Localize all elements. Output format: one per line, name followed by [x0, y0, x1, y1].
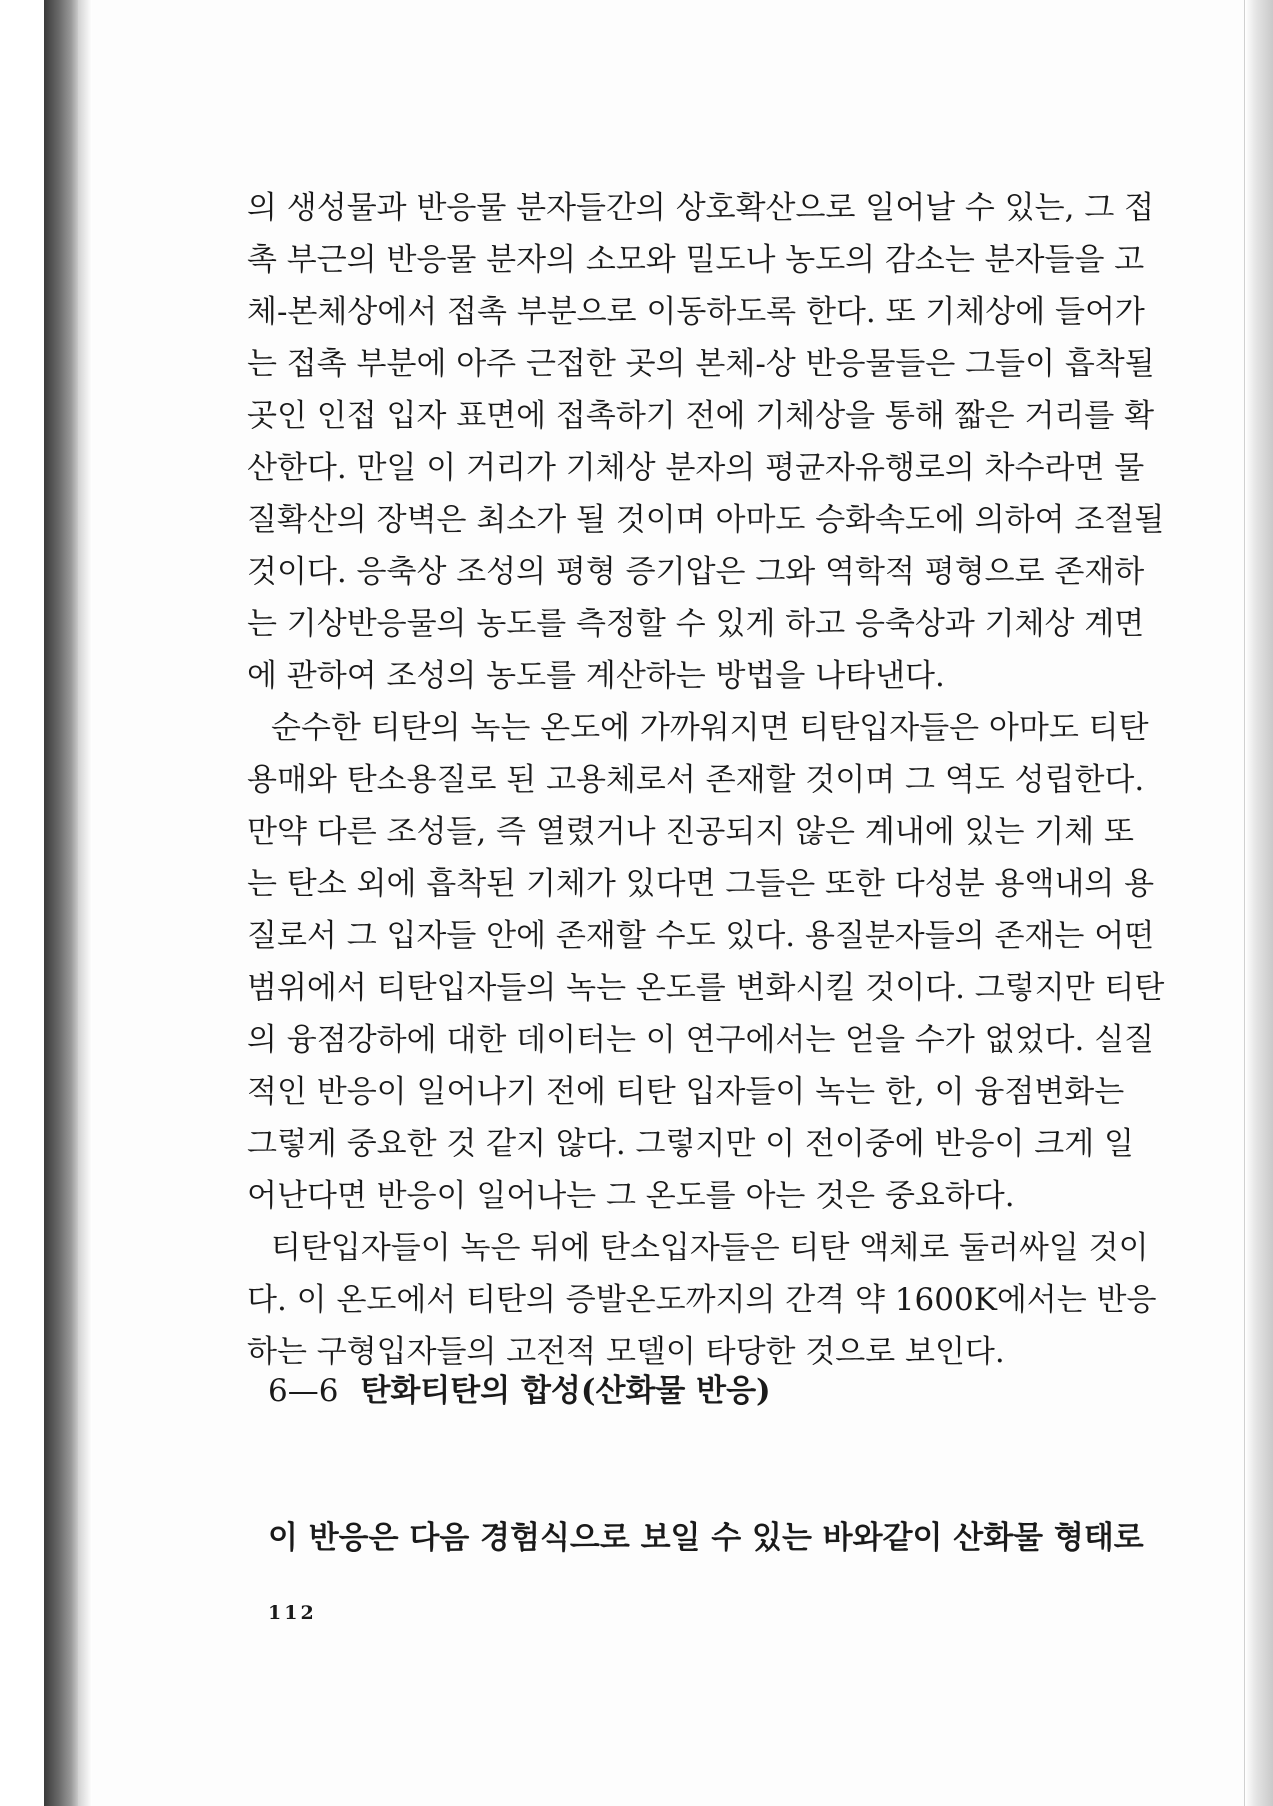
book-spine — [44, 0, 78, 1806]
text-line: 의 융점강하에 대한 데이터는 이 연구에서는 얻을 수가 없었다. 실질 — [247, 1022, 1155, 1058]
paragraph-2 — [247, 702, 1165, 1222]
text-line: 는 탄소 외에 흡착된 기체가 있다면 그들은 또한 다성분 용액내의 용 — [247, 866, 1155, 902]
text-line: 질로서 그 입자들 안에 존재할 수도 있다. 용질분자들의 존재는 어떤 — [247, 918, 1155, 954]
paragraph-3 — [247, 1222, 1157, 1378]
page-number: 112 — [268, 1602, 317, 1624]
text-line: 어난다면 반응이 일어나는 그 온도를 아는 것은 중요하다. — [247, 1178, 1015, 1214]
section-title: 탄화티탄의 합성(산화물 반응) — [360, 1373, 771, 1409]
text-line: 의 생성물과 반응물 분자들간의 상호확산으로 일어날 수 있는, 그 접 — [247, 190, 1155, 226]
text-line: 만약 다른 조성들, 즉 열렸거나 진공되지 않은 계내에 있는 기체 또 — [247, 814, 1134, 850]
text-line: 것이다. 응축상 조성의 평형 증기압은 그와 역학적 평형으로 존재하 — [247, 554, 1145, 590]
text-line: 산한다. 만일 이 거리가 기체상 분자의 평균자유행로의 차수라면 물 — [247, 450, 1145, 486]
text-line: 는 접촉 부분에 아주 근접한 곳의 본체-상 반응물들은 그들이 흡착될 — [247, 346, 1155, 382]
text-line: 질확산의 장벽은 최소가 될 것이며 아마도 승화속도에 의하여 조절될 — [247, 502, 1165, 538]
text-line: 에 관하여 조성의 농도를 계산하는 방법을 나타낸다. — [247, 658, 945, 694]
text-line: 다. 이 온도에서 티탄의 증발온도까지의 간격 약 1600K에서는 반응 — [247, 1282, 1157, 1318]
section-intro-line: 이 반응은 다음 경험식으로 보일 수 있는 바와같이 산화물 형태로 — [268, 1520, 1144, 1556]
text-line: 체-본체상에서 접촉 부분으로 이동하도록 한다. 또 기체상에 들어가 — [247, 294, 1145, 330]
text-line: 촉 부근의 반응물 분자의 소모와 밀도나 농도의 감소는 분자들을 고 — [247, 242, 1145, 278]
spine-shadow — [78, 0, 92, 1806]
text-line: 적인 반응이 일어나기 전에 티탄 입자들이 녹는 한, 이 융점변화는 — [247, 1074, 1125, 1110]
text-line: 는 기상반응물의 농도를 측정할 수 있게 하고 응축상과 기체상 계면 — [247, 606, 1145, 642]
paragraph-1 — [247, 182, 1165, 702]
text-line: 용매와 탄소용질로 된 고용체로서 존재할 것이며 그 역도 성립한다. — [247, 762, 1145, 798]
section-heading — [268, 1365, 771, 1410]
text-line: 곳인 인접 입자 표면에 접촉하기 전에 기체상을 통해 짧은 거리를 확 — [247, 398, 1155, 434]
page-right-edge — [1245, 0, 1273, 1806]
body-text — [247, 182, 1165, 1378]
text-line: 하는 구형입자들의 고전적 모델이 타당한 것으로 보인다. — [247, 1334, 1005, 1370]
section-number: 6—6 — [268, 1373, 339, 1409]
text-line: 그렇게 중요한 것 같지 않다. 그렇지만 이 전이중에 반응이 크게 일 — [247, 1126, 1134, 1162]
text-line: 범위에서 티탄입자들의 녹는 온도를 변화시킬 것이다. 그렇지만 티탄 — [247, 970, 1165, 1006]
text-line: 순수한 티탄의 녹는 온도에 가까워지면 티탄입자들은 아마도 티탄 — [271, 710, 1149, 746]
text-line: 티탄입자들이 녹은 뒤에 탄소입자들은 티탄 액체로 둘러싸일 것이 — [271, 1230, 1149, 1266]
